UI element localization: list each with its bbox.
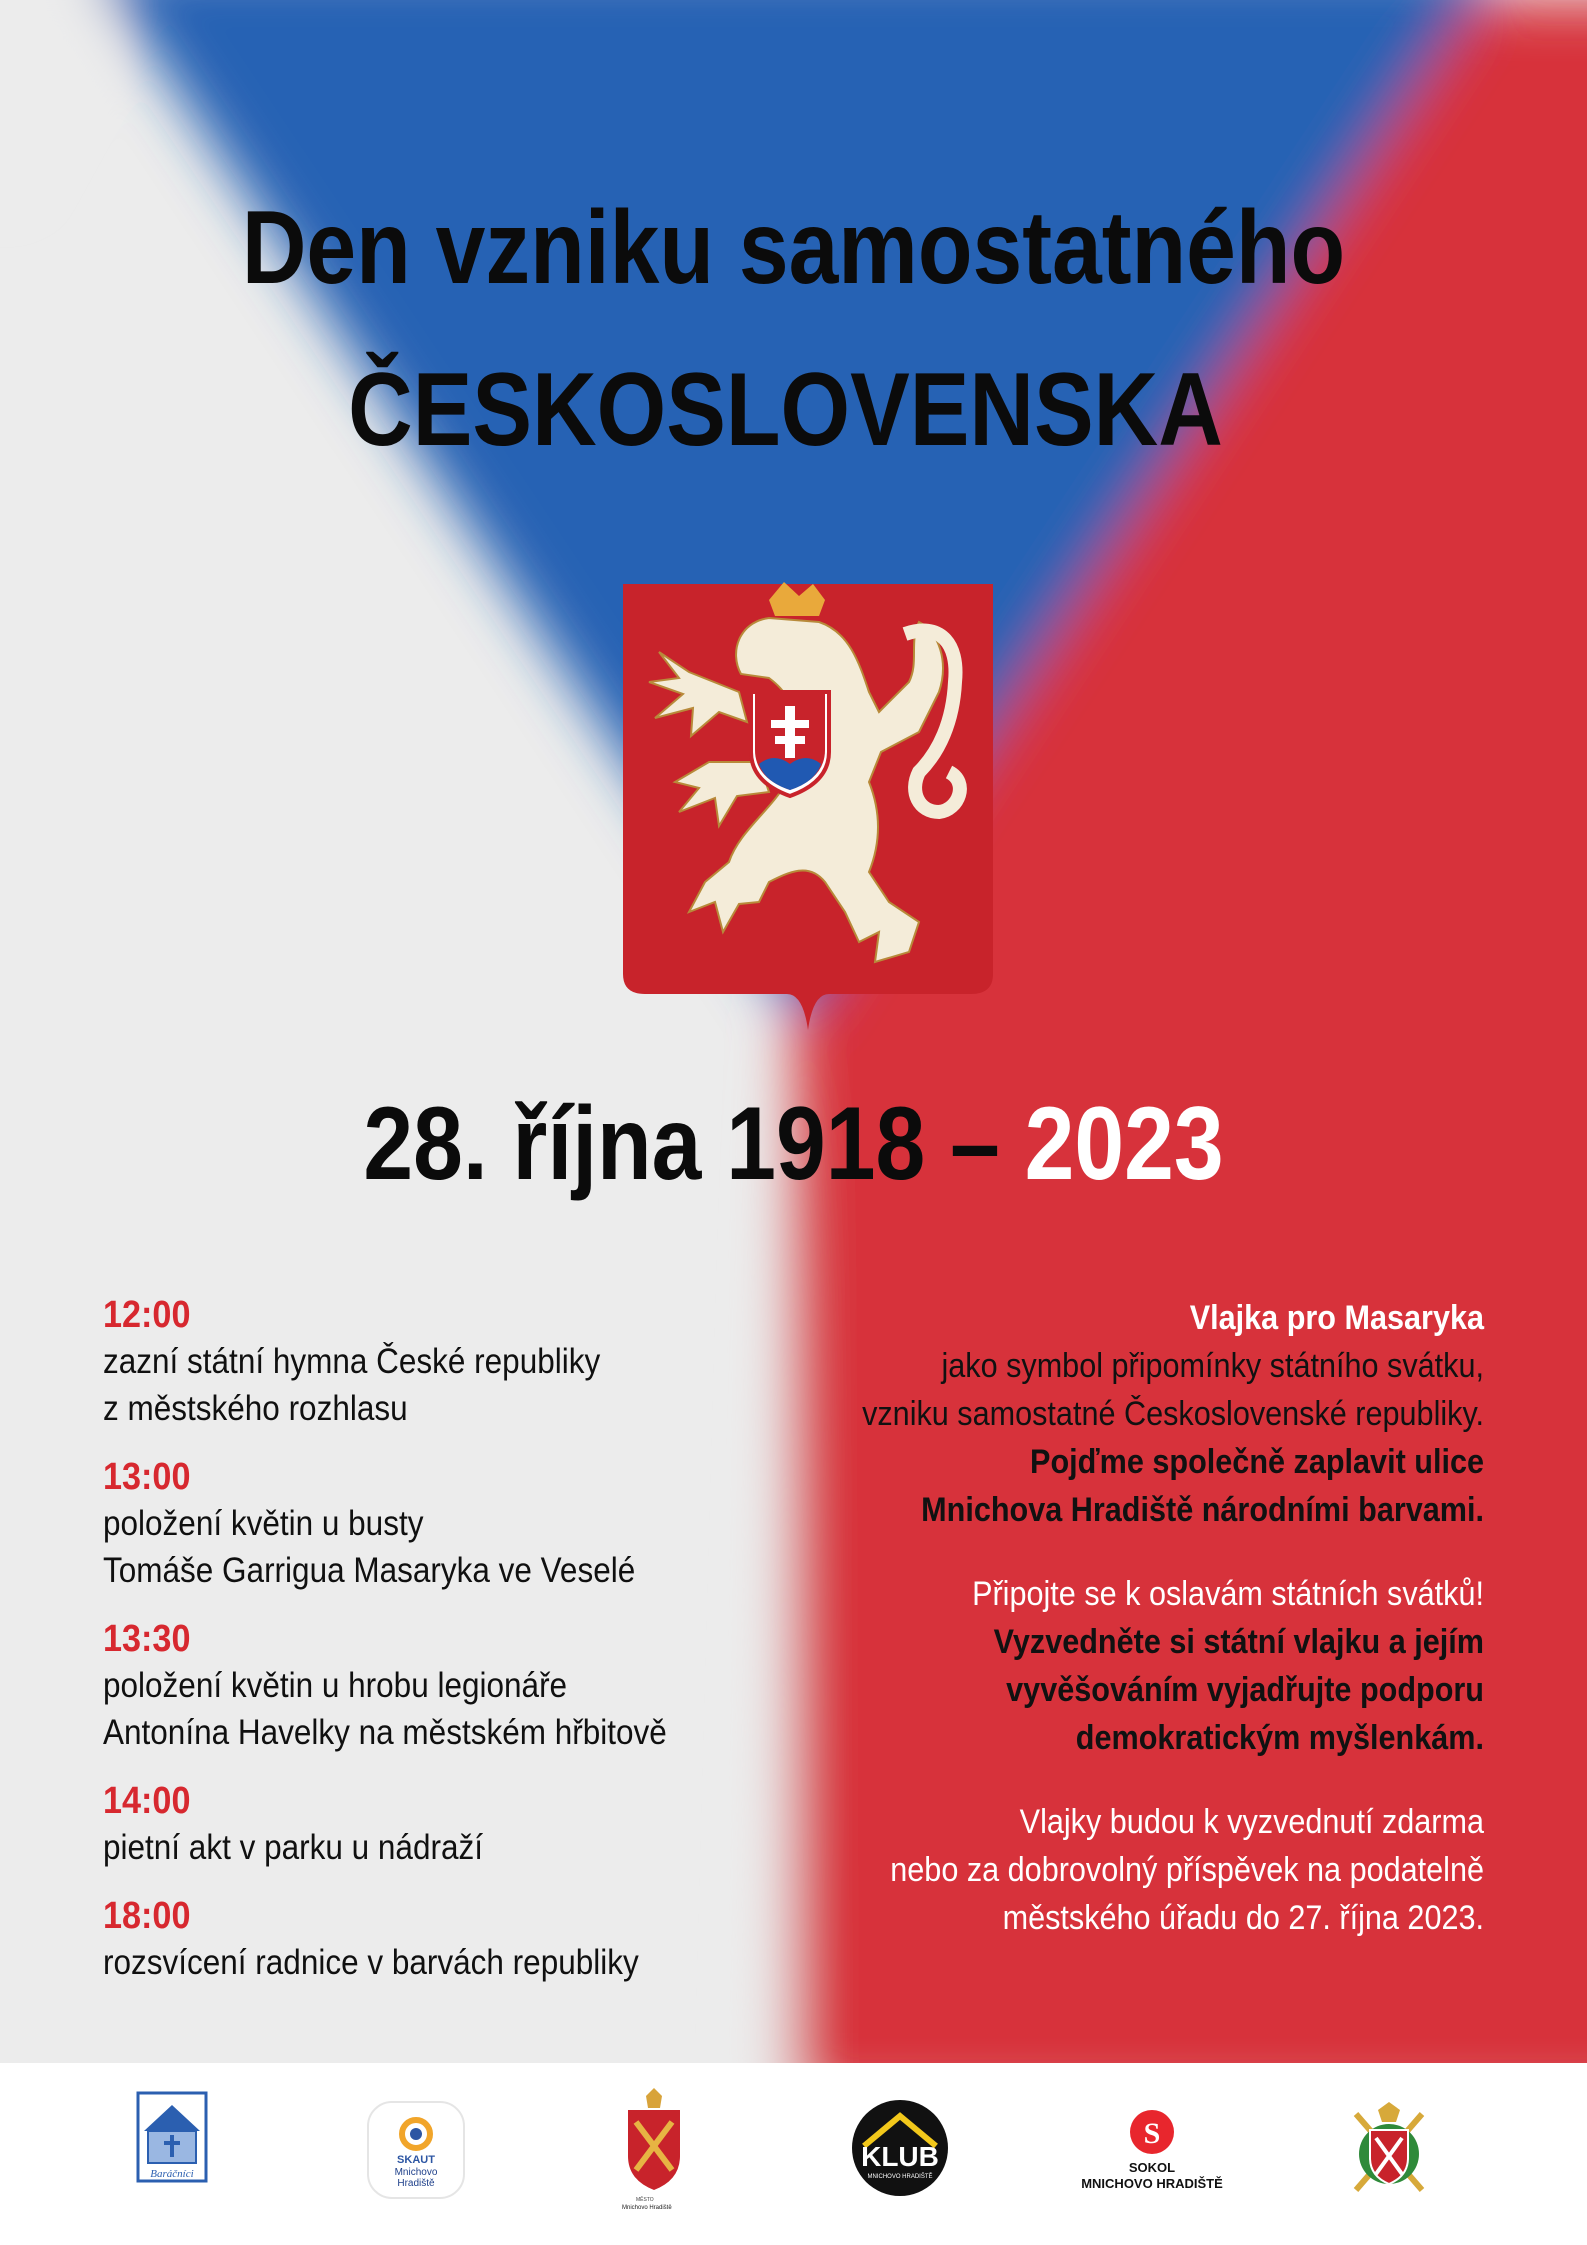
schedule-desc: Tomáše Garrigua Masaryka ve Veselé [103,1551,636,1590]
klub-label: KLUB [861,2141,939,2172]
info-text: Vlajky budou k vyzvednutí zdarma [1019,1803,1484,1841]
svg-text:S: S [1143,2117,1161,2150]
schedule-time: 18:00 [103,1895,191,1937]
sokol-logo [1072,2108,1232,2204]
schedule-desc: Antonína Havelky na městském hřbitově [103,1713,667,1752]
skaut-logo [366,2100,466,2200]
info-text-bold: demokratickým myšlenkám. [1075,1719,1484,1757]
date-historic: 28. října 1918 – [363,1086,1025,1202]
schedule-desc: rozsvícení radnice v barvách republiky [103,1943,639,1982]
info-text: městského úřadu do 27. října 2023. [1002,1899,1484,1937]
info-heading: Vlajka pro Masaryka [1189,1299,1484,1337]
schedule-desc: položení květin u busty [103,1504,424,1543]
klub-logo [850,2098,950,2198]
klub-city: MNICHOVO HRADIŠTĚ [867,2174,933,2180]
title-line-2: ČESKOSLOVENSKA [348,352,1223,468]
town-label-2: Mnichovo Hradiště [622,2205,672,2211]
flag-campaign-info [764,1294,1484,1942]
skaut-city-1: Mnichovo [394,2167,438,2178]
schedule-item [103,1454,743,1594]
schedule-time: 13:00 [103,1456,191,1498]
baracnici-label: Baráčníci [150,2168,194,2180]
info-text-bold: Mnichova Hradiště národními barvami. [921,1491,1484,1529]
info-text: nebo za dobrovolný příspěvek na podatelně [890,1851,1484,1889]
info-text-bold: vyvěšováním vyjadřujte podporu [1006,1671,1484,1709]
partner-logos-bar [0,2063,1587,2245]
schedule-item [103,1893,743,1986]
schedule-desc: z městského rozhlasu [103,1389,408,1428]
date-year: 2023 [1024,1086,1224,1202]
info-text: jako symbol připomínky státního svátku, [941,1347,1484,1385]
schedule-time: 13:30 [103,1618,191,1660]
info-text: Připojte se k oslavám státních svátků! [972,1575,1484,1613]
title-line-1: Den vzniku samostatného [241,190,1346,306]
event-date [111,1086,1476,1202]
schedule-desc: zazní státní hymna České republiky [103,1342,601,1381]
skaut-city-2: Hradiště [397,2178,435,2189]
coat-of-arms-icon [619,582,997,1030]
schedule-desc: pietní akt v parku u nádraží [103,1828,483,1867]
skaut-label: SKAUT [397,2154,435,2166]
info-text-bold: Pojďme společně zaplavit ulice [1030,1443,1484,1481]
town-logo [616,2086,692,2216]
firefighters-emblem-icon [1350,2100,1428,2204]
sokol-label: SOKOL [1128,2160,1176,2175]
schedule-desc: položení květin u hrobu legionáře [103,1666,568,1705]
schedule-time: 12:00 [103,1294,191,1336]
sokol-city: MNICHOVO HRADIŠTĚ [1081,2176,1223,2191]
info-text: vzniku samostatné Československé republiky. [862,1395,1484,1433]
schedule-item [103,1292,743,1432]
schedule-item [103,1616,743,1756]
info-text-bold: Vyzvedněte si státní vlajku a jejím [993,1623,1484,1661]
schedule-time: 14:00 [103,1780,191,1822]
schedule-item [103,1778,743,1871]
baracnici-logo [136,2091,208,2183]
schedule [103,1292,743,2008]
town-label-1: MĚSTO [636,2197,654,2203]
